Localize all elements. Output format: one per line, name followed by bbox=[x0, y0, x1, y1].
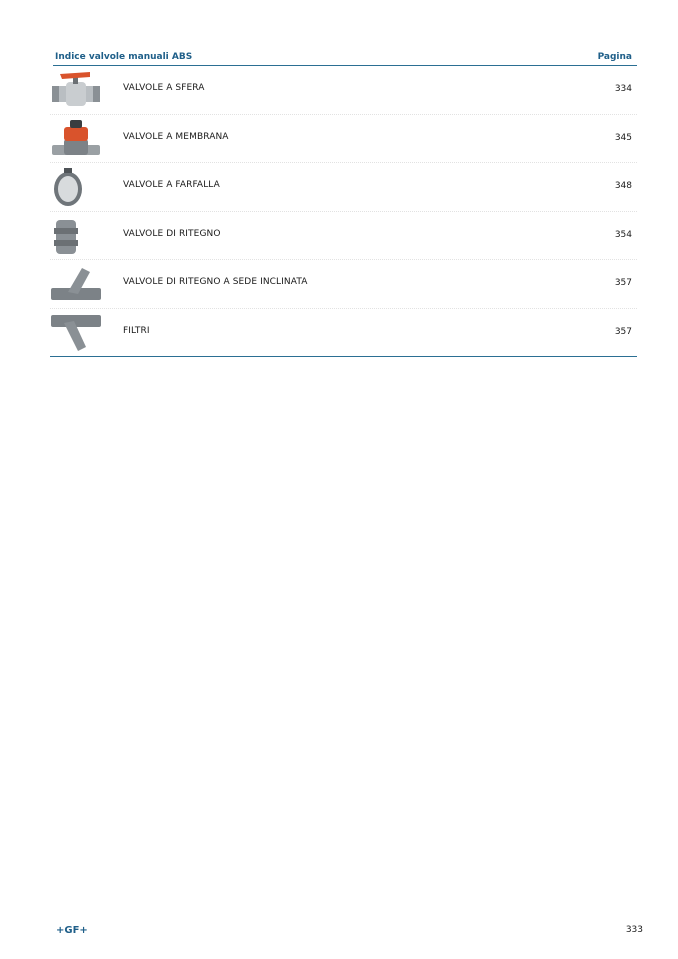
diaphragm-valve-icon bbox=[50, 117, 102, 161]
index-row-inclined-seat-check-valves[interactable] bbox=[50, 260, 637, 309]
index-row-butterfly-valves[interactable] bbox=[50, 163, 637, 212]
valve-index-list bbox=[50, 66, 637, 357]
row-page-number: 345 bbox=[614, 132, 632, 143]
butterfly-valve-icon bbox=[50, 165, 102, 209]
index-row-filters[interactable] bbox=[50, 309, 637, 358]
row-page-number: 357 bbox=[614, 278, 632, 288]
index-title: Indice valvole manuali ABS bbox=[55, 52, 193, 62]
index-row-ball-valves[interactable] bbox=[50, 66, 637, 115]
footer-page-number: 333 bbox=[625, 925, 643, 935]
check-valve-icon bbox=[50, 214, 102, 258]
row-label: VALVOLE DI RITEGNO A SEDE INCLINATA bbox=[123, 277, 308, 287]
row-label: VALVOLE A MEMBRANA bbox=[123, 131, 229, 142]
row-page-number: 348 bbox=[614, 181, 632, 191]
index-row-check-valves[interactable] bbox=[50, 212, 637, 261]
ball-valve-icon bbox=[50, 68, 102, 112]
index-row-diaphragm-valves[interactable] bbox=[50, 115, 637, 164]
gf-logo: +GF+ bbox=[56, 925, 88, 936]
page-column-heading: Pagina bbox=[597, 52, 632, 62]
filter-icon bbox=[50, 311, 102, 355]
row-label: FILTRI bbox=[123, 325, 150, 336]
row-page-number: 334 bbox=[614, 84, 632, 94]
inclined-seat-check-valve-icon bbox=[50, 262, 102, 306]
row-page-number: 357 bbox=[614, 326, 632, 337]
row-label: VALVOLE DI RITEGNO bbox=[123, 228, 221, 239]
row-page-number: 354 bbox=[614, 229, 632, 240]
index-header bbox=[53, 50, 637, 66]
row-label: VALVOLE A FARFALLA bbox=[123, 180, 220, 190]
row-label: VALVOLE A SFERA bbox=[123, 83, 205, 93]
